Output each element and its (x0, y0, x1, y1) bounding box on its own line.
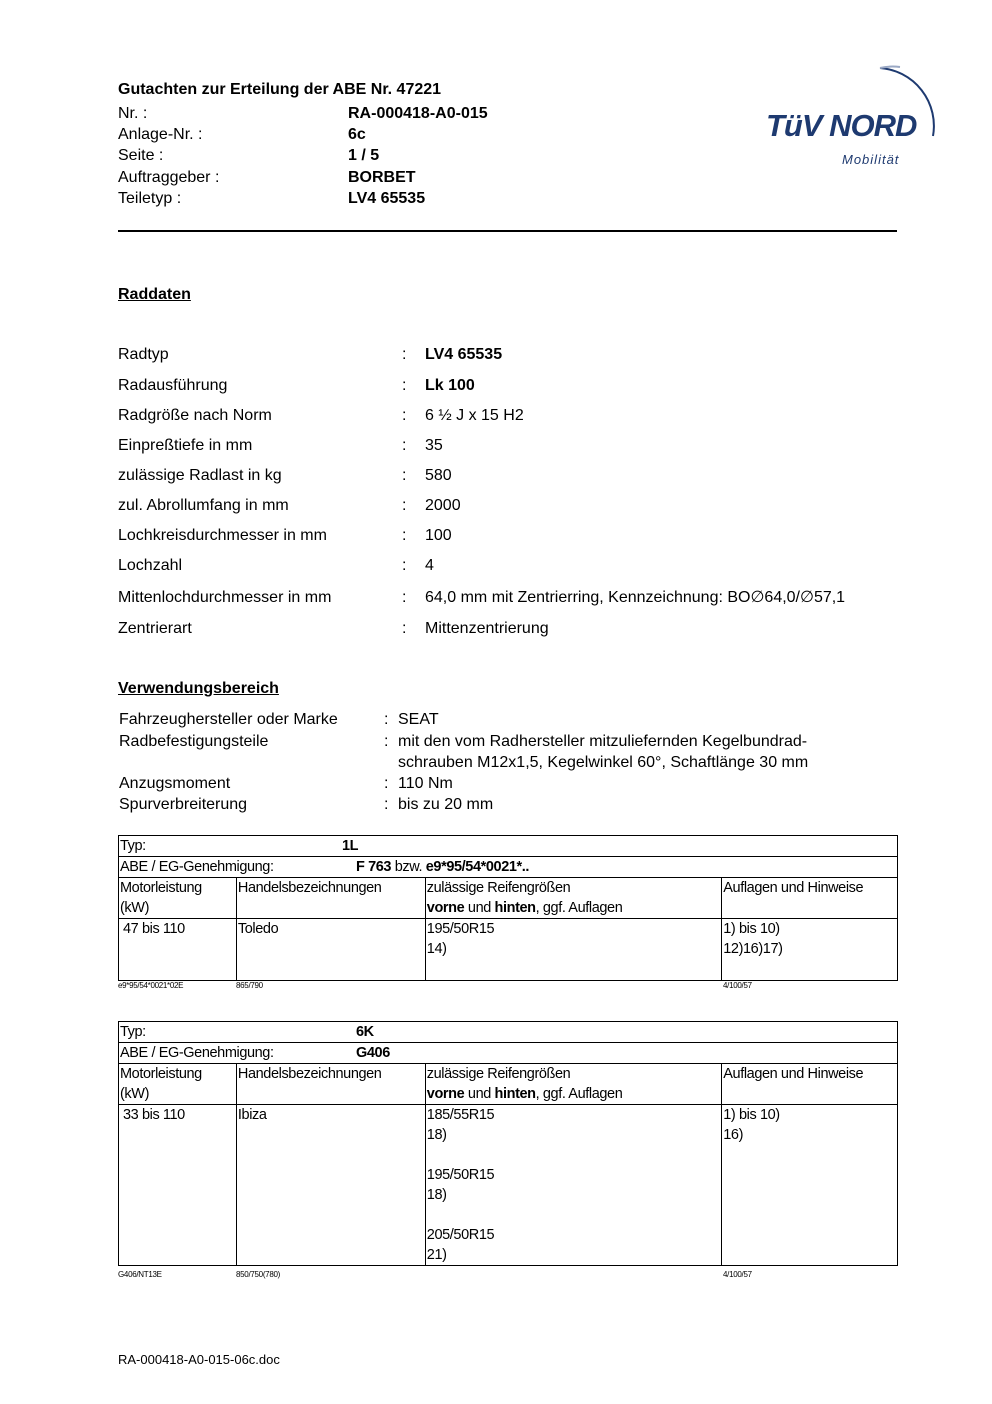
row-value: 2000 (425, 497, 461, 514)
row-colon: : (402, 527, 407, 544)
row-colon: : (402, 467, 407, 484)
table-header-row (119, 1064, 898, 1105)
row-label: Radtyp (118, 346, 169, 363)
col-reifen-hinten: hinten (494, 900, 536, 916)
raddaten-row (118, 344, 898, 366)
raddaten-row (118, 618, 898, 640)
row-label: Lochzahl (118, 557, 183, 574)
tire-spacer (427, 1145, 721, 1165)
table-row (119, 919, 898, 981)
vehicle-table (118, 1021, 898, 1266)
row-label: Radgröße nach Norm (118, 407, 272, 424)
row-value: 64,0 mm mit Zentrierring, Kennzeichnung: BO∅64,0/∅57,1 (425, 589, 846, 606)
verwendung-heading: Verwendungsbereich (118, 680, 279, 697)
row-label: Spurverbreiterung (119, 796, 248, 813)
small-code-dims: 865/790 (236, 981, 263, 990)
col-reifen-rest: , ggf. Auflagen (535, 1086, 623, 1102)
row-value: bis zu 20 mm (398, 796, 494, 813)
auflage-value: 1) bis 10) (723, 1107, 780, 1123)
col-handel: Handelsbezeichnungen (237, 880, 382, 896)
row-colon: : (402, 346, 407, 363)
tire-size: 205/50R15 (426, 1227, 495, 1243)
row-label: Fahrzeughersteller oder Marke (119, 711, 338, 728)
abe-row (119, 1043, 898, 1064)
row-label: Lochkreisdurchmesser in mm (118, 527, 327, 544)
row-colon: : (402, 377, 407, 394)
abe-label: ABE / EG-Genehmigung: (120, 1045, 274, 1061)
row-label: Anzugsmoment (119, 775, 231, 792)
raddaten-row (118, 525, 898, 547)
document-title: Gutachten zur Erteilung der ABE Nr. 47221 (118, 81, 442, 98)
row-value: SEAT (398, 711, 439, 728)
row-value: LV4 65535 (425, 346, 503, 363)
header-value-auftraggeber: BORBET (348, 169, 416, 186)
row-label: zulässige Radlast in kg (118, 467, 282, 484)
row-value: Lk 100 (425, 377, 475, 394)
col-reifen: zulässige Reifengrößen (426, 1066, 571, 1082)
raddaten-row (118, 587, 898, 609)
small-code-eg: G406/NT13E (118, 1270, 162, 1279)
tuv-nord-logo: TüV NORD (766, 108, 917, 143)
abe-row (119, 857, 898, 878)
typ-label: Typ: (120, 838, 146, 854)
col-motor-unit: (kW) (120, 1086, 149, 1102)
row-label: Einpreßtiefe in mm (118, 437, 253, 454)
tire-size: 195/50R15 (426, 921, 495, 937)
header-value-anlage: 6c (348, 126, 366, 143)
row-colon: : (402, 437, 407, 454)
row-colon: : (384, 733, 389, 750)
raddaten-row (118, 495, 898, 517)
typ-label: Typ: (120, 1024, 146, 1040)
row-colon: : (402, 407, 407, 424)
header-label-nr: Nr. : (118, 105, 148, 122)
col-reifen-rest: , ggf. Auflagen (535, 900, 623, 916)
col-motor: Motorleistung (120, 1066, 202, 1082)
row-value: 4 (425, 557, 434, 574)
table-row (119, 1105, 898, 1266)
header-value-nr: RA-000418-A0-015 (348, 105, 488, 122)
col-reifen-vorne: vorne (426, 900, 465, 916)
kw-value: 33 bis 110 (123, 1107, 185, 1123)
raddaten-row (118, 465, 898, 487)
typ-row (119, 836, 898, 857)
small-code-eg: e9*95/54*0021*02E (118, 981, 184, 990)
row-label: zul. Abrollumfang in mm (118, 497, 289, 514)
row-value: 110 Nm (398, 775, 453, 792)
small-code-bolt: 4/100/57 (723, 1270, 752, 1279)
abe-number: F 763 (356, 859, 392, 875)
handelsname: Ibiza (237, 1107, 267, 1123)
logo-subtitle: Mobilität (842, 152, 900, 167)
header-label-teiletyp: Teiletyp : (118, 190, 182, 207)
row-value: 6 ½ J x 15 H2 (425, 407, 524, 424)
tire-note: 18) (426, 1127, 447, 1143)
vehicle-table (118, 835, 898, 981)
header-label-auftraggeber: Auftraggeber : (118, 169, 220, 186)
header-value-teiletyp: LV4 65535 (348, 190, 426, 207)
row-colon: : (402, 497, 407, 514)
handelsname: Toledo (237, 921, 279, 937)
typ-value: 1L (342, 838, 359, 854)
col-reifen: zulässige Reifengrößen (426, 880, 571, 896)
row-colon: : (384, 711, 389, 728)
col-motor-unit: (kW) (120, 900, 149, 916)
typ-row (119, 1022, 898, 1043)
col-reifen-und: und (464, 1086, 495, 1102)
row-label: Radbefestigungsteile (119, 733, 269, 750)
small-code-bolt: 4/100/57 (723, 981, 752, 990)
header-label-seite: Seite : (118, 147, 164, 164)
col-motor: Motorleistung (120, 880, 202, 896)
row-colon: : (384, 775, 389, 792)
row-colon: : (384, 796, 389, 813)
small-code-dims: 850/750(780) (236, 1270, 280, 1279)
typ-value: 6K (356, 1024, 374, 1040)
footer-filename: RA-000418-A0-015-06c.doc (118, 1352, 280, 1367)
eg-number: e9*95/54*0021*.. (425, 859, 530, 875)
kw-value: 47 bis 110 (123, 921, 185, 937)
auflage-value: 12)16)17) (723, 941, 783, 957)
raddaten-heading: Raddaten (118, 286, 191, 303)
tire-spacer (427, 1205, 721, 1225)
row-label: Radausführung (118, 377, 228, 394)
row-value: Mittenzentrierung (425, 620, 549, 637)
row-value: schrauben M12x1,5, Kegelwinkel 60°, Schaftlänge 30 mm (398, 754, 809, 771)
abe-separator: bzw. (391, 859, 426, 875)
abe-number: G406 (356, 1045, 390, 1061)
col-reifen-vorne: vorne (426, 1086, 465, 1102)
tire-note: 18) (426, 1187, 447, 1203)
raddaten-row (118, 375, 898, 397)
col-auflagen: Auflagen und Hinweise (723, 880, 864, 896)
row-value: 35 (425, 437, 443, 454)
header-value-seite: 1 / 5 (348, 147, 380, 164)
row-label: Mittenlochdurchmesser in mm (118, 589, 332, 606)
auflage-value: 16) (723, 1127, 744, 1143)
raddaten-row (118, 555, 898, 577)
row-value: mit den vom Radhersteller mitzuliefernden Kegelbundrad- (398, 733, 808, 750)
header-label-anlage: Anlage-Nr. : (118, 126, 203, 143)
tire-size: 185/55R15 (426, 1107, 495, 1123)
abe-label: ABE / EG-Genehmigung: (120, 859, 274, 875)
tire-note: 14) (426, 941, 447, 957)
row-colon: : (402, 557, 407, 574)
row-label: Zentrierart (118, 620, 192, 637)
col-handel: Handelsbezeichnungen (237, 1066, 382, 1082)
row-colon: : (402, 620, 407, 637)
raddaten-row (118, 405, 898, 427)
raddaten-row (118, 435, 898, 457)
table-header-row (119, 878, 898, 919)
row-value: 580 (425, 467, 452, 484)
col-reifen-und: und (464, 900, 495, 916)
row-colon: : (402, 589, 407, 606)
col-reifen-hinten: hinten (494, 1086, 536, 1102)
header-divider (118, 230, 897, 232)
tire-size: 195/50R15 (426, 1167, 495, 1183)
tire-note: 21) (426, 1247, 447, 1263)
auflage-value: 1) bis 10) (723, 921, 780, 937)
row-value: 100 (425, 527, 452, 544)
col-auflagen: Auflagen und Hinweise (723, 1066, 864, 1082)
